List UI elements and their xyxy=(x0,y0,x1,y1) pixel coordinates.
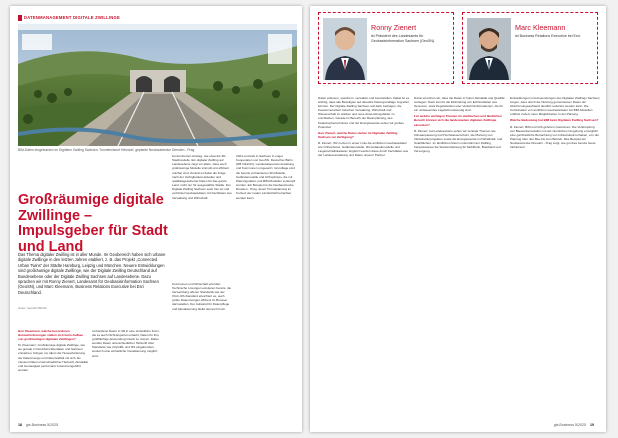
interview-answer: R. Zienert: Wir nutzen in erster Linie die amtlichen Geobasisdaten wie Orthophotos, Geländemodelle, 3D-Gebäudemodelle und Liegenschaftskataster. Ergänzt werden diese durch Fachdaten aus der Landesverwaltung und Daten unserer Partner. xyxy=(318,140,409,158)
text-column-right-1 xyxy=(318,96,410,412)
paragraph: Damit erreichen wir, dass die Daten in hoher Aktualität und Qualität vorliegen. Dazu kommt die Einbindung von Echtzeitdaten aus Sensoren, etwa Pegelständen oder Verkehrsinformationen, die für ein umfassendes Lagebild notwendig sind. xyxy=(414,96,505,113)
section-header xyxy=(18,14,120,21)
person-portrait-icon xyxy=(323,18,367,80)
profile-name: Marc Kleemann xyxy=(515,23,566,32)
article-title: Großräumige digitale Zwillinge – Impulsgeber für Stadt und Land xyxy=(18,192,168,255)
interview-answer: R. Zienert: BIM und GIS gehören zusammen. Die Verknüpfung von Bauwerksmodellen mit der räumlichen Umgebung ermöglicht eine ganzheitliche Betrachtung von Infrastrukturvorhaben, von der Planung über den Bau bis zum Betrieb. Das Beispiel der Neubaustrecke Dresden - Prag zeigt, wie gut dies bereits heute funktioniert. xyxy=(510,124,600,150)
text-column-upper-1: konzentrierten Anstieg, wie etwa die 3D-Stadtmodelle. Ein digitaler Zwilling auf Landesebene zeigt vor allem, dass auch großräumige Modelle sinnvoll und effizient nutzbar sind. Zentral ist dabei die Frage nach der Verfügbarkeit aktueller und qualitätsgesicherter Daten für das ganze Land, nicht nur für ausgewählte Städte. Der Digitale Zwilling Sachsen setzt hier an und verbindet Geobasisdaten mit Fachdaten aus Verwaltung und Wirtschaft. xyxy=(172,154,232,200)
person-portrait-icon xyxy=(467,18,511,80)
interview-question: Für welche wichtigen Themen im städtischen und ländlichen Bereich können sich die landesweiten digitalen Zwillinge einsetzen? xyxy=(414,114,502,127)
footer-publication: gis.Business 5/2025 xyxy=(26,423,59,427)
article-author: Autor: Gerold Olbrich xyxy=(18,306,48,310)
left-page-footer xyxy=(18,423,58,427)
right-page xyxy=(310,6,606,432)
portrait-photo xyxy=(467,18,511,80)
right-page-footer xyxy=(554,423,598,427)
landscape-rendering-icon xyxy=(18,24,297,146)
section-header-text: DATENMANAGEMENT DIGITALE ZWILLINGE xyxy=(24,15,120,20)
paragraph: Daten erfassen, speichern, verwalten und bereitstellen. Dabei ist es wichtig, dass alle Beteiligten auf dieselbe Datengrundlage zugreifen können. Der Digitale Zwilling Sachsen soll dazu beitragen, die Zusammenarbeit zwischen Verwaltung, Wirtschaft und Wissenschaft zu stärken und neue Anwendungsfelder zu erschließen. Gerade im Bereich der Raumplanung, des Katastrophenschutzes und der Energiewende sehen wir großes Potenzial. xyxy=(318,96,410,129)
text-column-lower-3: Kommunen und Wirtschaft erfordert. Technische Lösungen existieren bereits, die Verwendung offener Standards wie der OGC-I3S-Standard erleichtert es, auch große Datenmengen effizient im Browser darzustellen. Der Aufwand für Datenpflege und Aktualisierung bleibt dennoch hoch. xyxy=(172,282,232,311)
portrait-photo xyxy=(323,18,367,80)
footer-publication: gis.Business 5/2025 xyxy=(553,423,586,427)
interview-question: Herr Zienert, welche Daten stehen im Digitalen Zwilling Sachsen zur Verfügung? xyxy=(318,130,398,139)
article-lede: Das Thema digitaler Zwilling ist in aller Munde. Im Geobereich haben sich urbane digitale Zwillinge in den letzten Jahren etabliert, z. B. das Projekt „Connected Urban Twins“ der Städte Hamburg, Leipzig und München. Neuere Entwicklungen sind großräumige digitale Zwillinge, wie der Digitale Zwilling Deutschland auf Bundesebene oder der Digitale Zwilling Sachsen auf Landesebene. Dazu sprachen wir mit Ronny Zienert, Landesamt für Geobasisinformation Sachsen (GeoSN), und Marc Kleemann, Business Relations Executive bei Esri Deutschland. xyxy=(18,252,166,295)
text-column-lower-2: vorhandene Daten in 3D in eine einheitliche Form, die es auch Nicht-Experten erlaubt, Daten für ihre großflächige Anwendung intuitiv zu nutzen. Dabei werden Daten unterschiedlicher Herkunft über Standards wie CityGML und I3S eingebunden, wodurch eine einheitliche Visualisierung möglich wird. xyxy=(92,329,160,358)
text-column-right-2 xyxy=(414,96,506,412)
interview-question: Herr Kleemann, welche besonderen Herausforderungen stellen sich beim Aufbau von großräumigen digitalen Zwillingen? xyxy=(18,329,83,342)
left-page xyxy=(10,6,302,432)
profile-card-zienert xyxy=(318,12,454,84)
profile-name: Ronny Zienert xyxy=(371,23,417,32)
interview-question: Welche Bedeutung hat BIM beim Digitalen Zwilling Sachsen? xyxy=(510,118,599,123)
image-caption: BIM-Daten eingebunden im Digitalen Zwilling Sachsen: Tunnelentwurf Hetzdorf, geplante Neubaustrecke Dresden - Prag xyxy=(18,148,195,152)
profile-role: ist Präsident des Landesamts für Geobasisinformation Sachsen (GeoSN). xyxy=(371,34,436,43)
interview-answer: R. Zienert: Auf Landesebene sehen wir zentrale Themen wie Klimaanpassung und Hochwasserschutz, die Planung von Infrastrukturprojekten sowie die Energiewende mit Windkraft- und Solarflächen. Im ländlichen Raum unterstützt der Zwilling beispielsweise die Standortplanung für Mobilfunk, Breitband und Versorgung. xyxy=(414,128,503,154)
text-column-upper-2: 2024 erstmals in Sachsen in enger Kooperation von GeoSN, Deutscher Bahn (DB InfraGO), Landestalsperrenverwaltung und Kommunen umgesetzt. Grundlage sind die bereits vorhandenen 3D-Modelle, Geländemodelle und Orthophotos, die mit Planungsdaten und BIM-Modellen verknüpft wurden. Ein Beispiel ist die Neubaustrecke Dresden - Prag, deren Tunnelplanung im Kontext der realen Landschaft betrachtet werden kann. xyxy=(236,154,296,200)
text-column-right-3 xyxy=(510,96,600,412)
profile-card-kleemann xyxy=(462,12,598,84)
text-column-lower-1 xyxy=(18,329,88,421)
page-number: 18 xyxy=(18,423,22,427)
profile-role: ist Business Relations Executive bei Esri. xyxy=(515,34,581,38)
paragraph: Entwicklungen und Anwendungen des Digitalen Zwillings Sachsen zeigen, dass durch die Nutzung gemeinsamer Daten der Abstimmungsaufwand deutlich reduziert werden kann. Die Kombination von amtlichen Geobasisdaten mit BIM-Modellen eröffnet zudem neue Möglichkeiten in der Planung. xyxy=(510,96,600,117)
page-number: 19 xyxy=(590,423,594,427)
interview-answer: M. Kleemann: Großräumige digitale Zwillinge, wie sie gerade in Nordrhein-Westfalen und Sachsen entstehen, bringen vor allem die Herausforderung der Datenmenge und Datenvielfalt mit sich. Es müssen Daten unterschiedlicher Herkunft, Aktualität und Genauigkeit performant zusammengeführt werden. xyxy=(18,343,88,372)
hero-image xyxy=(18,24,297,146)
header-marker xyxy=(18,15,22,21)
